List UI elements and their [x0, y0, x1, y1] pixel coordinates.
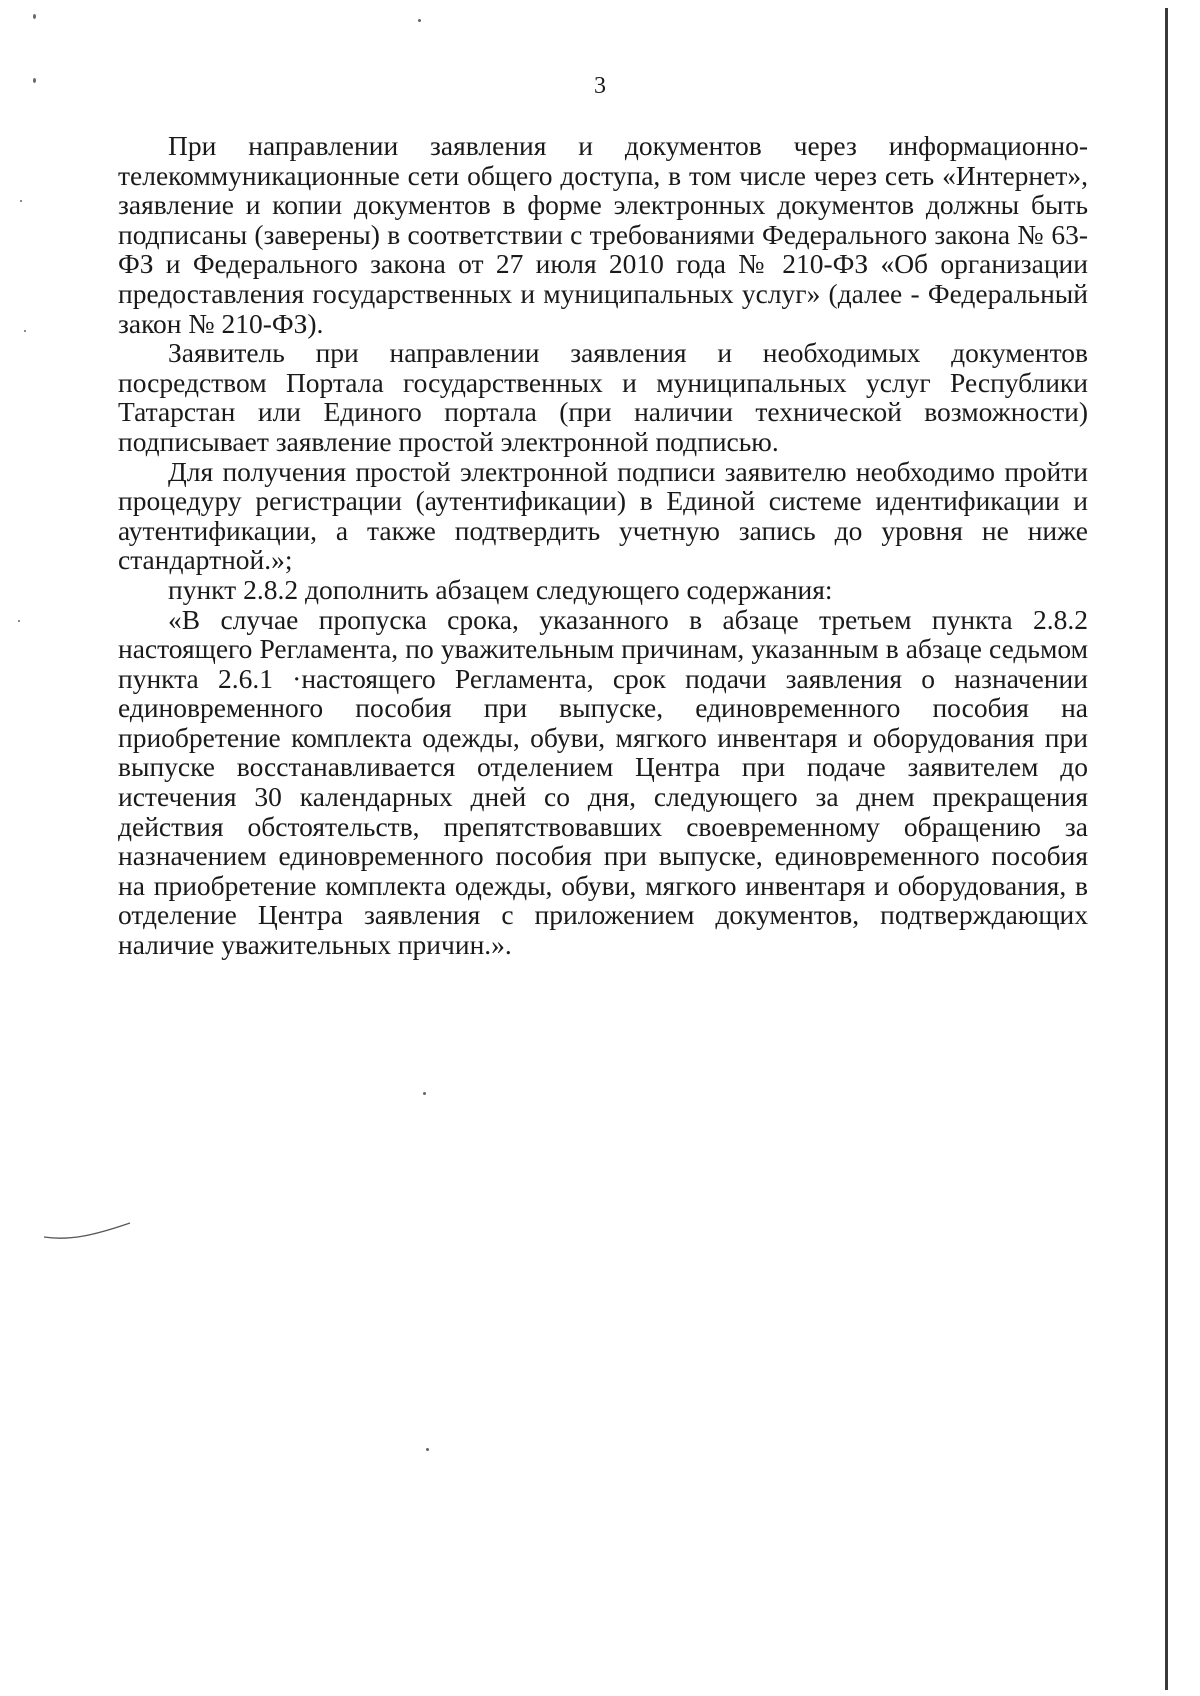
scan-speck	[33, 78, 36, 83]
scan-speck	[426, 1448, 429, 1451]
scan-speck	[418, 19, 421, 22]
paragraph-amendment-point: пункт 2.8.2 дополнить абзацем следующего содержания:	[168, 573, 833, 605]
scan-speck	[423, 1092, 426, 1095]
page-number: 3	[594, 73, 606, 99]
scan-speck	[33, 14, 36, 19]
body-text	[118, 131, 1088, 960]
scan-edge-line	[1165, 8, 1168, 1690]
paragraph-missed-deadline: «В случае пропуска срока, указанного в абзаце третьем пункта 2.8.2 настоящего Регламента, по уважительным причинам, указанным в абзаце седьмом пункта 2.6.1 ·настоящего Регламента, срок подачи заявления о назначении единовременного пособия при выпуске, единовременного пособия на приобретение комплекта одежды, обуви, мягкого инвентаря и оборудования при выпуске восстанавливается отделением Центра при подаче заявителем до истечения 30 календарных дней со дня, следующего за днем прекращения действия обстоятельств, препятствовавших своевременному обращению за назначением единовременного пособия при выпуске, единовременного пособия на приобретение комплекта одежды, обуви, мягкого инвентаря и оборудования, в отделение Центра заявления с приложением документов, подтверждающих наличие уважительных причин.».	[118, 603, 1088, 961]
paragraph-applicant-signature: Заявитель при направлении заявления и необходимых документов посредством Портала государственных и муниципальных услуг Республики Татарстан или Единого портала (при наличии технической возможности) подписывает заявление простой электронной подписью.	[118, 337, 1088, 457]
scan-mark-stroke	[40, 1215, 140, 1245]
paragraph-simple-signature: Для получения простой электронной подписи заявителю необходимо пройти процедуру регистрации (аутентификации) в Единой системе идентификации и аутентификации, а также подтвердить учетную запись до уровня не ниже стандартной.»;	[118, 455, 1088, 576]
scan-speck	[18, 620, 20, 622]
scan-speck	[24, 330, 26, 332]
paragraph-electronic-documents: При направлении заявления и документов через информационно-телекоммуникационные сети общего доступа, в том числе через сеть «Интернет», заявление и копии документов в форме электронных документов должны быть подписаны (заверены) в соответствии с требованиями Федерального закона № 63-ФЗ и Федерального закона от 27 июля 2010 года № 210-ФЗ «Об организации предоставления государственных и муниципальных услуг» (далее - Федеральный закон № 210-ФЗ).	[118, 130, 1088, 339]
scan-speck	[20, 200, 22, 202]
